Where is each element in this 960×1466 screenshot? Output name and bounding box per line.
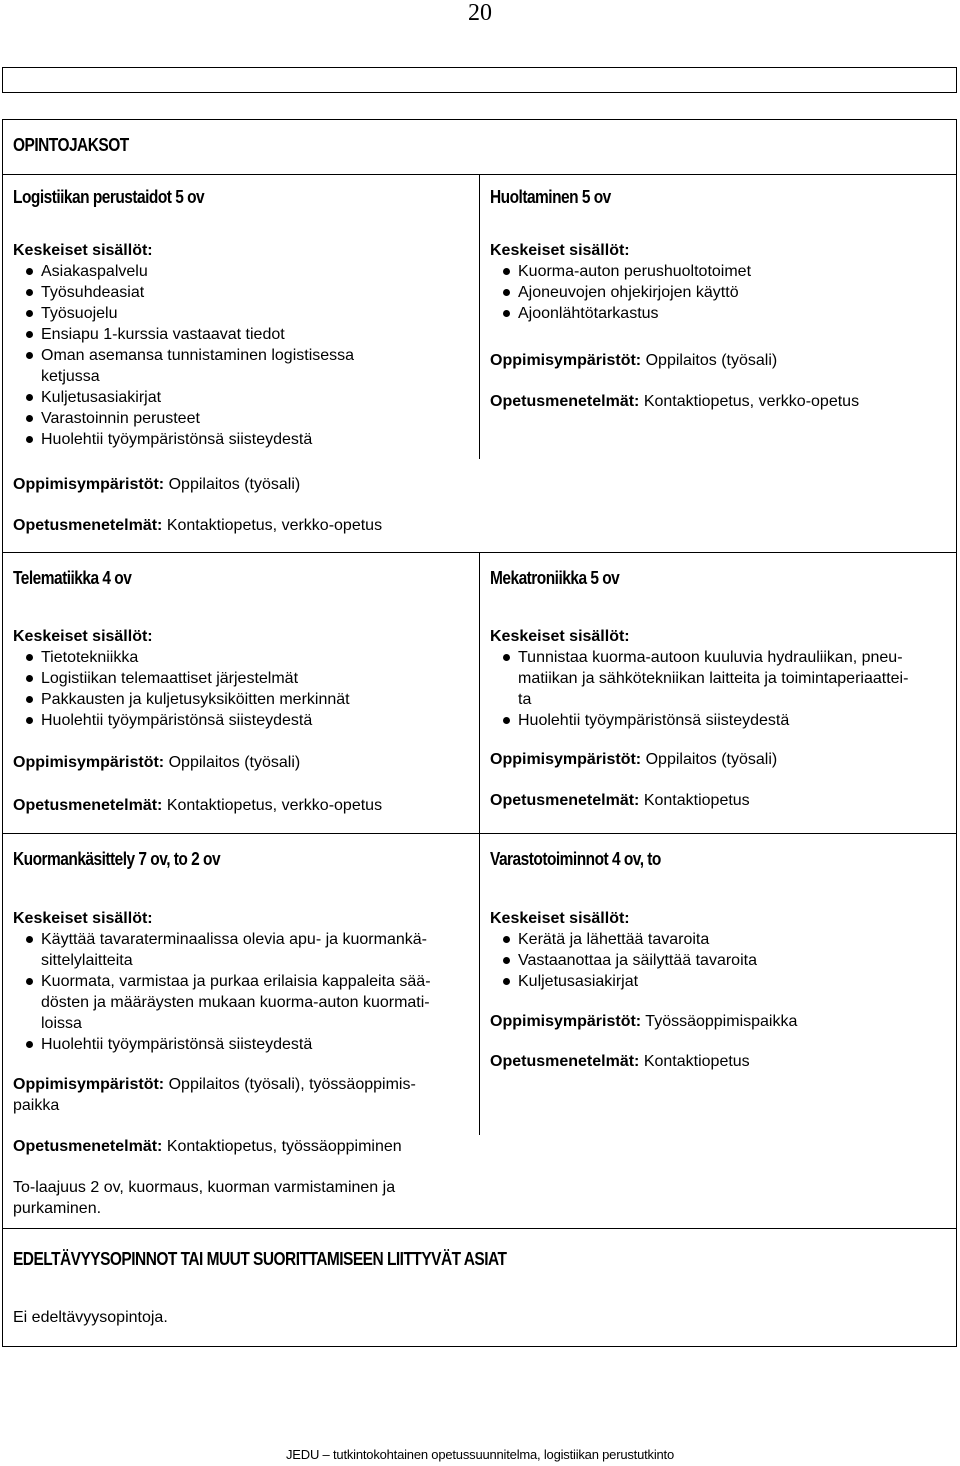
list-item: Huolehtii työympäristönsä siisteydestä [490,710,952,731]
teaching-methods: Opetusmenetelmät: Kontaktiopetus, verkko-opetus [490,393,860,410]
list-item: Kuljetusasiakirjat [13,387,473,408]
key-contents-label: Keskeiset sisällöt: [490,910,630,927]
list-item: Tietotekniikka [13,647,473,668]
course-title-maintenance: Huoltaminen 5 ov [490,187,611,207]
key-contents-label: Keskeiset sisällöt: [490,242,630,259]
list-item: Huolehtii työympäristönsä siisteydestä [13,710,473,731]
learning-env: Oppimisympäristöt: Oppilaitos (työsali) [490,751,778,768]
course-logistics [13,240,473,450]
list-item: Logistiikan telemaattiset järjestelmät [13,668,473,689]
footer: JEDU – tutkintokohtainen opetussuunnitelma, logistiikan perustutkinto [286,1447,674,1462]
key-contents-label: Keskeiset sisällöt: [13,910,153,927]
content-list [490,261,950,324]
divider [2,1228,957,1229]
course-telematics [13,626,473,731]
prerequisites-text: Ei edeltävyysopintoja. [13,1309,168,1326]
course-maintenance [490,240,950,324]
learning-env: Oppimisympäristöt: Oppilaitos (työsali) [13,476,301,493]
learning-env: Oppimisympäristöt: Oppilaitos (työsali) [490,352,778,369]
content-list [13,647,473,731]
course-title-telematics: Telematiikka 4 ov [13,568,132,588]
teaching-methods: Opetusmenetelmät: Kontaktiopetus, työssäoppiminen [13,1138,402,1155]
list-item: Ajoonlähtötarkastus [490,303,950,324]
key-contents-label: Keskeiset sisällöt: [13,242,153,259]
content-list [490,929,950,992]
list-item: Huolehtii työympäristönsä siisteydestä [13,429,473,450]
content-list [13,261,473,450]
course-mechatronics [490,626,952,731]
list-item: Asiakaspalvelu [13,261,473,282]
prerequisites-title: EDELTÄVYYSOPINNOT TAI MUUT SUORITTAMISEEN LIITTYVÄT ASIAT [13,1249,507,1269]
teaching-methods: Opetusmenetelmät: Kontaktiopetus, verkko-opetus [13,517,383,534]
teaching-methods: Opetusmenetelmät: Kontaktiopetus [490,1053,750,1070]
list-item: Varastoinnin perusteet [13,408,473,429]
course-title-logistics: Logistiikan perustaidot 5 ov [13,187,205,207]
course-warehouse [490,908,950,992]
header-box [2,67,957,93]
teaching-methods: Opetusmenetelmät: Kontaktiopetus [490,792,750,809]
key-contents-label: Keskeiset sisällöt: [490,628,630,645]
content-list [490,647,952,731]
list-item: Työsuojelu [13,303,473,324]
teaching-methods: Opetusmenetelmät: Kontaktiopetus, verkko-opetus [13,797,383,814]
list-item: Työsuhdeasiat [13,282,473,303]
list-item: Kuorma-auton perushuoltotoimet [490,261,950,282]
list-item: Tunnistaa kuorma-autoon kuuluvia hydrauliikan, pneu- matiikan ja sähkötekniikan laitteita ja toimintaperiaattei- ta [490,647,952,710]
list-item: Kuljetusasiakirjat [490,971,950,992]
course-title-mechatronics: Mekatroniikka 5 ov [490,568,620,588]
section-title: OPINTOJAKSOT [13,135,129,155]
course-cargo [13,908,475,1055]
list-item: Ajoneuvojen ohjekirjojen käyttö [490,282,950,303]
list-item: Ensiapu 1-kurssia vastaavat tiedot [13,324,473,345]
cargo-note: To-laajuus 2 ov, kuormaus, kuorman varmistaminen ja purkaminen. [13,1179,396,1217]
list-item: Oman asemansa tunnistaminen logistisessa ketjussa [13,345,473,387]
course-title-cargo: Kuormankäsittely 7 ov, to 2 ov [13,849,221,869]
list-item: Kerätä ja lähettää tavaroita [490,929,950,950]
learning-env: Oppimisympäristöt: Työssäoppimispaikka [490,1013,798,1030]
list-item: Kuormata, varmistaa ja purkaa erilaisia kappaleita sää- dösten ja määräysten mukaan kuorma-auton kuormati- loissa [13,971,475,1034]
list-item: Huolehtii työympäristönsä siisteydestä [13,1034,475,1055]
list-item: Vastaanottaa ja säilyttää tavaroita [490,950,950,971]
key-contents-label: Keskeiset sisällöt: [13,628,153,645]
list-item: Pakkausten ja kuljetusyksiköitten merkinnät [13,689,473,710]
column-divider [479,552,480,1135]
column-divider [479,174,480,459]
list-item: Käyttää tavaraterminaalissa olevia apu- ja kuormankä- sittelylaitteita [13,929,475,971]
course-title-warehouse: Varastotoiminnot 4 ov, to [490,849,661,869]
content-list [13,929,475,1055]
learning-env: Oppimisympäristöt: Oppilaitos (työsali) [13,754,301,771]
page-number: 20 [468,0,492,26]
learning-env: Oppimisympäristöt: Oppilaitos (työsali), työssäoppimis- paikka [13,1076,416,1114]
